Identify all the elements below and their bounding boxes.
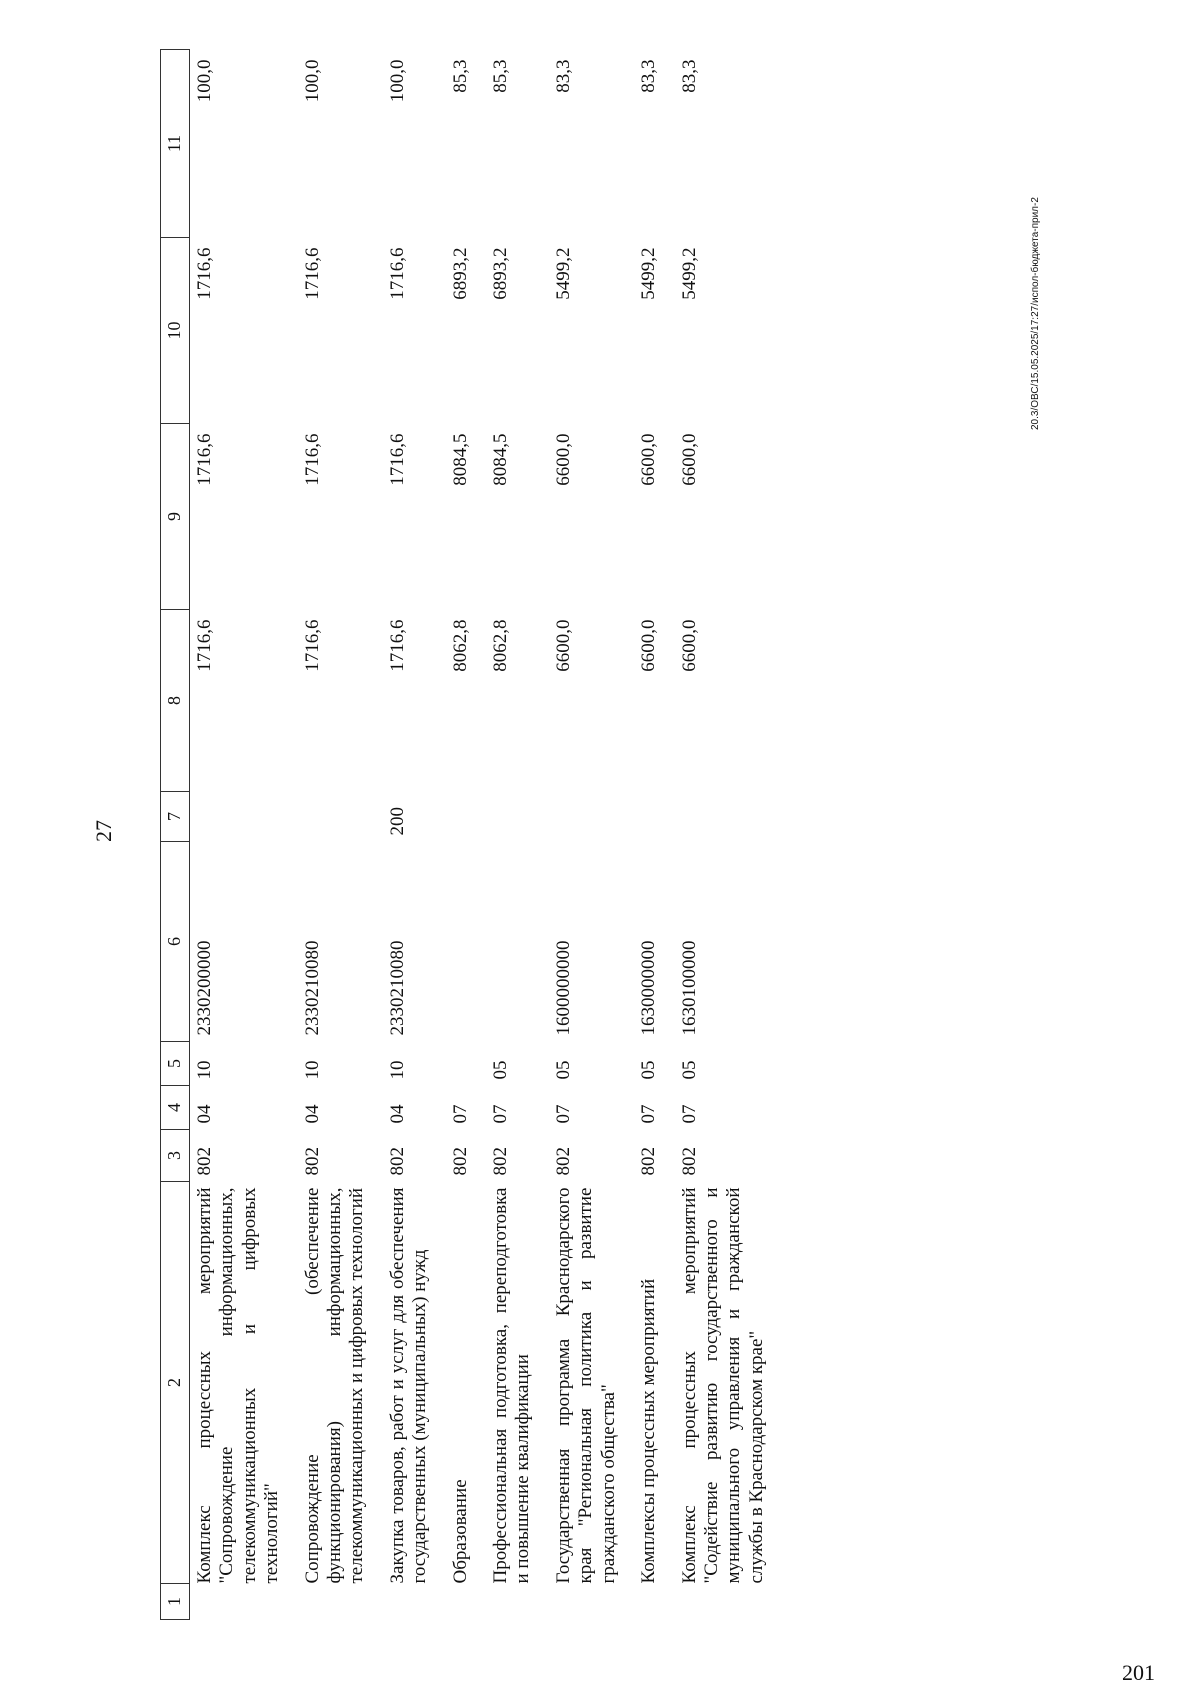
cell-c11: 100,0 <box>386 59 408 103</box>
cell-c10: 6893,2 <box>449 247 471 300</box>
cell-c3: 802 <box>194 1147 215 1176</box>
header-row <box>161 50 190 1620</box>
cell-c3: 802 <box>638 1147 660 1176</box>
page-number-top: 27 <box>91 820 116 842</box>
cell-c4: 07 <box>638 1104 660 1124</box>
col-header-4: 4 <box>161 1086 190 1130</box>
cell-c8: 1716,6 <box>301 619 323 672</box>
cell-c6: 2330210080 <box>301 940 323 1036</box>
cell-c10: 1716,6 <box>386 247 408 300</box>
cell-c9: 6600,0 <box>552 433 574 486</box>
row-name: Профессиональная подготовка, переподготовка и повышение квалификации <box>490 1187 534 1584</box>
cell-c4: 04 <box>386 1104 408 1124</box>
cell-c3: 802 <box>490 1147 512 1176</box>
cell-c11: 100,0 <box>301 59 323 103</box>
cell-c10: 5499,2 <box>678 247 700 300</box>
col-header-11: 11 <box>161 50 190 238</box>
cell-c5: 10 <box>194 1060 215 1080</box>
cell-c11: 100,0 <box>194 59 215 103</box>
cell-c11: 83,3 <box>678 59 700 93</box>
cell-c6 <box>446 842 486 1042</box>
cell-c9: 6600,0 <box>638 433 660 486</box>
col-header-1: 1 <box>161 1584 190 1620</box>
cell-c7 <box>634 792 674 842</box>
cell-c9: 1716,6 <box>386 433 408 486</box>
cell-c7 <box>298 792 383 842</box>
cell-c4: 07 <box>490 1104 512 1124</box>
cell-c6: 1600000000 <box>552 940 574 1036</box>
table-row <box>634 50 674 1620</box>
cell-c8: 1716,6 <box>386 619 408 672</box>
cell-c7 <box>486 792 549 842</box>
cell-c9: 8084,5 <box>449 433 471 486</box>
row-name: Комплекс процессных мероприятий "Содействие развитию государственного и муниципального управления и гражданской службы в Краснодарском крае" <box>678 1187 767 1584</box>
cell-c7: 200 <box>386 807 408 836</box>
cell-c11: 83,3 <box>638 59 660 93</box>
col-header-9: 9 <box>161 424 190 610</box>
row-name: Комплексы процессных мероприятий <box>638 1278 660 1584</box>
cell-c4: 07 <box>552 1104 574 1124</box>
cell-c8: 8062,8 <box>449 619 471 672</box>
row-name: Закупка товаров, работ и услуг для обеспечения государственных (муниципальных) нужд <box>386 1187 431 1584</box>
table-row <box>549 50 634 1620</box>
col-header-10: 10 <box>161 238 190 424</box>
col-header-3: 3 <box>161 1130 190 1182</box>
cell-c7 <box>190 792 298 842</box>
row-name: Комплекс процессных мероприятий "Сопровождение информационных, телекоммуникационных и цифровых технологий" <box>194 1187 283 1584</box>
cell-c3: 802 <box>552 1147 574 1176</box>
cell-c8: 6600,0 <box>552 619 574 672</box>
col-header-7: 7 <box>161 792 190 842</box>
cell-c8: 8062,8 <box>490 619 512 672</box>
cell-c10: 6893,2 <box>490 247 512 300</box>
cell-c11: 83,3 <box>552 59 574 93</box>
cell-c9: 1716,6 <box>194 433 215 486</box>
file-label: 20.3/ОВС/15.05.2025/17:27/испол-бюджета-прил-2 <box>1030 197 1041 430</box>
cell-c6: 1630000000 <box>638 940 660 1036</box>
cell-c8: 6600,0 <box>638 619 660 672</box>
budget-table <box>160 49 782 1620</box>
cell-c7 <box>446 792 486 842</box>
cell-c4: 07 <box>449 1104 471 1124</box>
col-header-8: 8 <box>161 610 190 792</box>
cell-c6: 2330200000 <box>194 940 215 1036</box>
cell-c5: 05 <box>678 1060 700 1080</box>
row-name: Государственная программа Краснодарского края "Региональная политика и развитие гражданского общества" <box>552 1187 619 1584</box>
col-header-2: 2 <box>161 1182 190 1584</box>
row-name: Сопровождение (обеспечение функционирования) информационных, телекоммуникационных и цифровых технологий <box>301 1187 368 1584</box>
cell-c4: 04 <box>301 1104 323 1124</box>
cell-c5: 05 <box>638 1060 660 1080</box>
cell-c5 <box>446 1042 486 1086</box>
col-header-5: 5 <box>161 1042 190 1086</box>
cell-c5: 05 <box>552 1060 574 1080</box>
cell-c6: 1630100000 <box>678 940 700 1036</box>
table-row <box>190 50 298 1620</box>
table-row <box>446 50 486 1620</box>
cell-c11: 85,3 <box>490 59 512 93</box>
cell-c10: 5499,2 <box>638 247 660 300</box>
cell-c3: 802 <box>386 1147 408 1176</box>
cell-c9: 6600,0 <box>678 433 700 486</box>
col-header-6: 6 <box>161 842 190 1042</box>
cell-c8: 6600,0 <box>678 619 700 672</box>
cell-c5: 10 <box>386 1060 408 1080</box>
row-name: Образование <box>449 1479 471 1584</box>
cell-c4: 07 <box>678 1104 700 1124</box>
table-row <box>298 50 383 1620</box>
page-number-bottom: 201 <box>1122 1660 1155 1685</box>
cell-c6 <box>486 842 549 1042</box>
cell-c10: 5499,2 <box>552 247 574 300</box>
cell-c5: 10 <box>301 1060 323 1080</box>
cell-c11: 85,3 <box>449 59 471 93</box>
cell-c4: 04 <box>194 1104 215 1124</box>
table-row <box>383 50 446 1620</box>
cell-c3: 802 <box>678 1147 700 1176</box>
cell-c3: 802 <box>301 1147 323 1176</box>
cell-c7 <box>675 792 783 842</box>
cell-c10: 1716,6 <box>194 247 215 300</box>
cell-c6: 2330210080 <box>386 940 408 1036</box>
rotated-table-container <box>160 50 1000 1620</box>
cell-c5: 05 <box>490 1060 512 1080</box>
cell-c8: 1716,6 <box>194 619 215 672</box>
cell-c10: 1716,6 <box>301 247 323 300</box>
cell-c9: 8084,5 <box>490 433 512 486</box>
cell-c3: 802 <box>449 1147 471 1176</box>
table-row <box>675 50 783 1620</box>
table-row <box>486 50 549 1620</box>
cell-c9: 1716,6 <box>301 433 323 486</box>
cell-c7 <box>549 792 634 842</box>
